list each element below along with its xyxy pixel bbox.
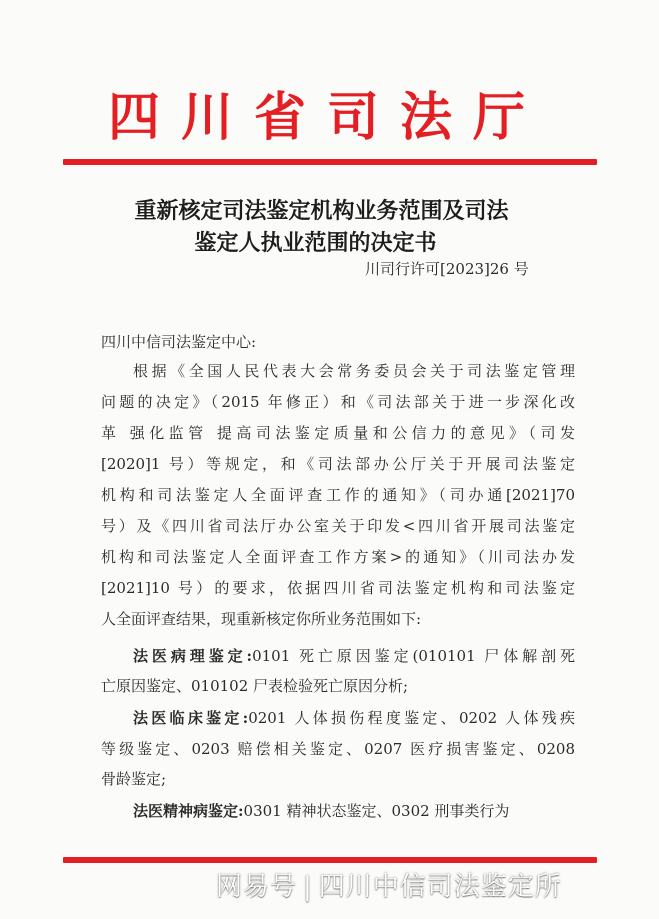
scope-text: 0301 精神状态鉴定、0302 刑事类行为: [243, 802, 510, 820]
body-line: [2020]1 号）等规定，和《司法部办公厅关于开展司法鉴定: [101, 455, 575, 473]
scope-continuation: 等级鉴定、0203 赔偿相关鉴定、0207 医疗损害鉴定、0208: [101, 740, 575, 758]
scope-label: 法医临床鉴定:: [133, 709, 249, 727]
document-number: 川司行许可[2023]26 号: [365, 260, 529, 278]
scope-continuation: 亡原因鉴定、010102 尸表检验死亡原因分析;: [101, 677, 409, 695]
header-red-rule: [63, 159, 597, 165]
scope-label: 法医病理鉴定:: [133, 647, 253, 665]
scope-item-pathology: [133, 643, 575, 669]
body-line: 革 强化监管 提高司法鉴定质量和公信力的意见》（司发: [101, 424, 575, 442]
scope-item-clinical: [133, 705, 575, 731]
watermark-separator: |: [303, 872, 313, 902]
scope-text: 0201 人体损伤程度鉴定、0202 人体残疾: [248, 709, 575, 727]
body-line: 机构和司法鉴定人全面评查工作的通知》（司办通[2021]70: [101, 486, 575, 504]
footer-red-rule: [63, 857, 597, 863]
scope-text: 0101 死亡原因鉴定(010101 尸体解剖死: [252, 647, 575, 665]
scope-continuation: 骨龄鉴定;: [101, 770, 167, 788]
body-line: 机构和司法鉴定人全面评查工作方案>的通知》（川司法办发: [101, 548, 575, 566]
body-line: 人全面评查结果，现重新核定你所业务范围如下:: [101, 610, 422, 628]
organization-header: 四川省司法厅: [108, 88, 547, 148]
body-line: 根据《全国人民代表大会常务委员会关于司法鉴定管理: [133, 362, 575, 380]
addressee: 四川中信司法鉴定中心:: [101, 333, 257, 351]
watermark-platform: 网易号: [216, 872, 298, 902]
watermark-account: 四川中信司法鉴定所: [318, 872, 562, 902]
body-line: 号）及《四川省司法厅办公室关于印发<四川省开展司法鉴定: [101, 517, 575, 535]
body-line: [2021]10 号）的要求，依据四川省司法鉴定机构和司法鉴定: [101, 579, 575, 597]
scope-item-psychiatry: [133, 798, 575, 824]
body-line: 问题的决定》（2015 年修正）和《司法部关于进一步深化改: [101, 393, 575, 411]
source-watermark: [216, 869, 656, 905]
document-title-line-2: 鉴定人执业范围的决定书: [194, 230, 437, 256]
scope-label: 法医精神病鉴定:: [133, 802, 244, 820]
document-title-line-1: 重新核定司法鉴定机构业务范围及司法: [134, 198, 509, 224]
